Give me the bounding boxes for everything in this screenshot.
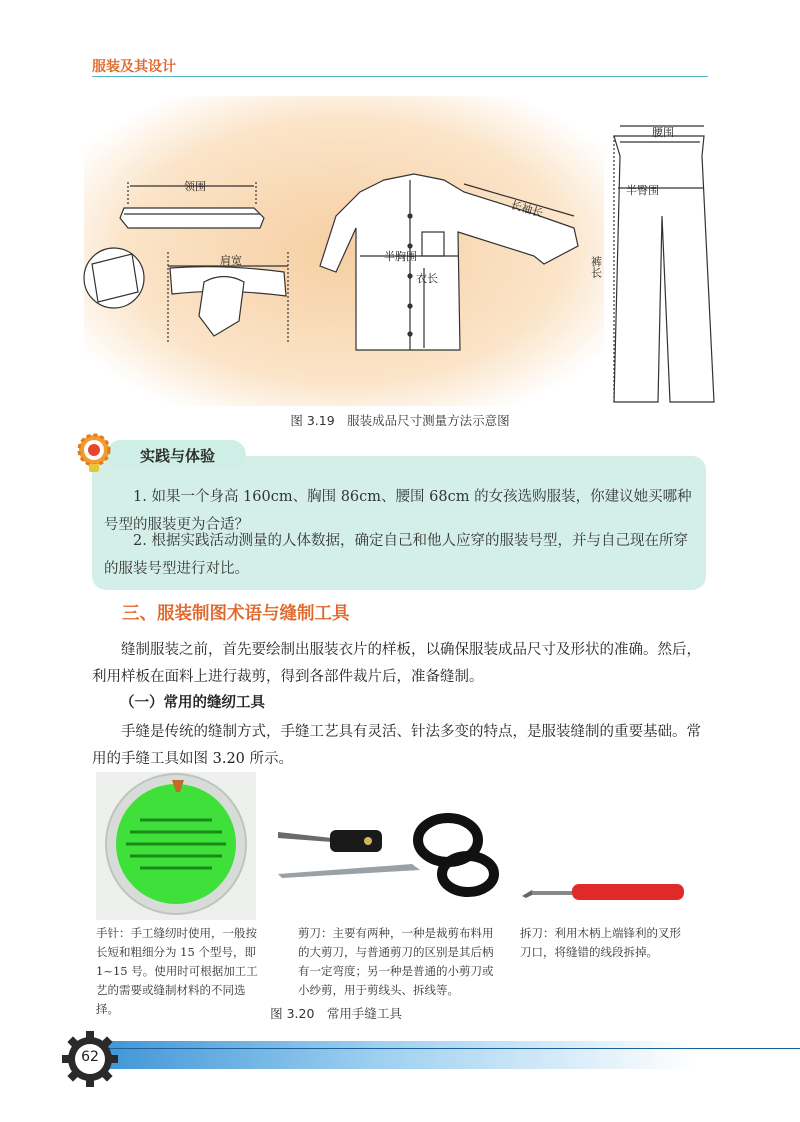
figure-3-20-caption: 图 3.20 常用手缝工具 <box>270 1006 402 1021</box>
footer-rule <box>100 1048 800 1049</box>
half-hip-label: 半臀围 <box>626 184 659 197</box>
figure-3-19-caption: 图 3.19 服装成品尺寸测量方法示意图 <box>290 413 510 428</box>
header-rule <box>92 76 708 77</box>
collar-label: 领围 <box>184 180 206 193</box>
section-intro: 缝制服装之前，首先要绘制出服装衣片的样板，以确保服装成品尺寸及形状的准确。然后，利用样板在面料上进行裁剪，得到各部件裁片后，准备缝制。 <box>92 642 701 685</box>
shoulder-label: 肩宽 <box>220 254 242 267</box>
section-title: 三、服装制图术语与缝制工具 <box>122 604 350 624</box>
page-number: 62 <box>81 1049 99 1065</box>
footer-gradient-bar <box>100 1041 800 1069</box>
ripper-caption: 拆刀：利用木柄上端锋利的叉形刀口，将缝错的线段拆掉。 <box>520 926 681 959</box>
thread-snips <box>278 830 382 852</box>
sleeve-label: 长袖长 <box>509 198 545 220</box>
running-header: 服装及其设计 <box>92 59 176 75</box>
length-label: 衣长 <box>416 272 438 285</box>
section-paragraph: 手缝是传统的缝制方式，手缝工艺具有灵活、针法多变的特点，是服装缝制的重要基础。常用的手缝工具如图 3.20 所示。 <box>92 724 701 767</box>
scissors-photo <box>272 808 506 898</box>
scissors-caption: 剪刀：主要有两种，一种是裁剪布料用的大剪刀，与普通剪刀的区别是其后柄有一定弯度；另一种是普通的小剪刀或小纱剪，用于剪线头、拆线等。 <box>298 926 494 997</box>
practice-item-2: 2. 根据实践活动测量的人体数据，确定自己和他人应穿的服装号型，并与自己现在所穿的服装号型进行对比。 <box>104 533 688 577</box>
half-chest-label: 半胸围 <box>384 250 417 263</box>
pants-drawing <box>614 126 714 402</box>
waist-label: 腰围 <box>652 126 674 139</box>
fabric-shears <box>278 818 494 892</box>
garment-measurement-figure <box>74 96 734 406</box>
seam-ripper-photo <box>520 876 690 906</box>
pants-length-label: 裤长 <box>589 256 603 278</box>
needle-caption: 手针：手工缝纫时使用，一般按长短和粗细分为 15 个型号，即 1~15 号。使用时可根据加工工艺的需要或缝制材料的不同选择。 <box>96 926 258 1016</box>
needle-case-photo <box>96 772 256 920</box>
practice-title: 实践与体验 <box>140 447 216 465</box>
practice-item-1: 1. 如果一个身高 160cm、胸围 86cm、腰围 68cm 的女孩选购服装，你建议她买哪种号型的服装更为合适？ <box>104 489 692 533</box>
lightbulb-gear-icon <box>70 428 118 476</box>
subsection-title: （一）常用的缝纫工具 <box>120 695 265 711</box>
